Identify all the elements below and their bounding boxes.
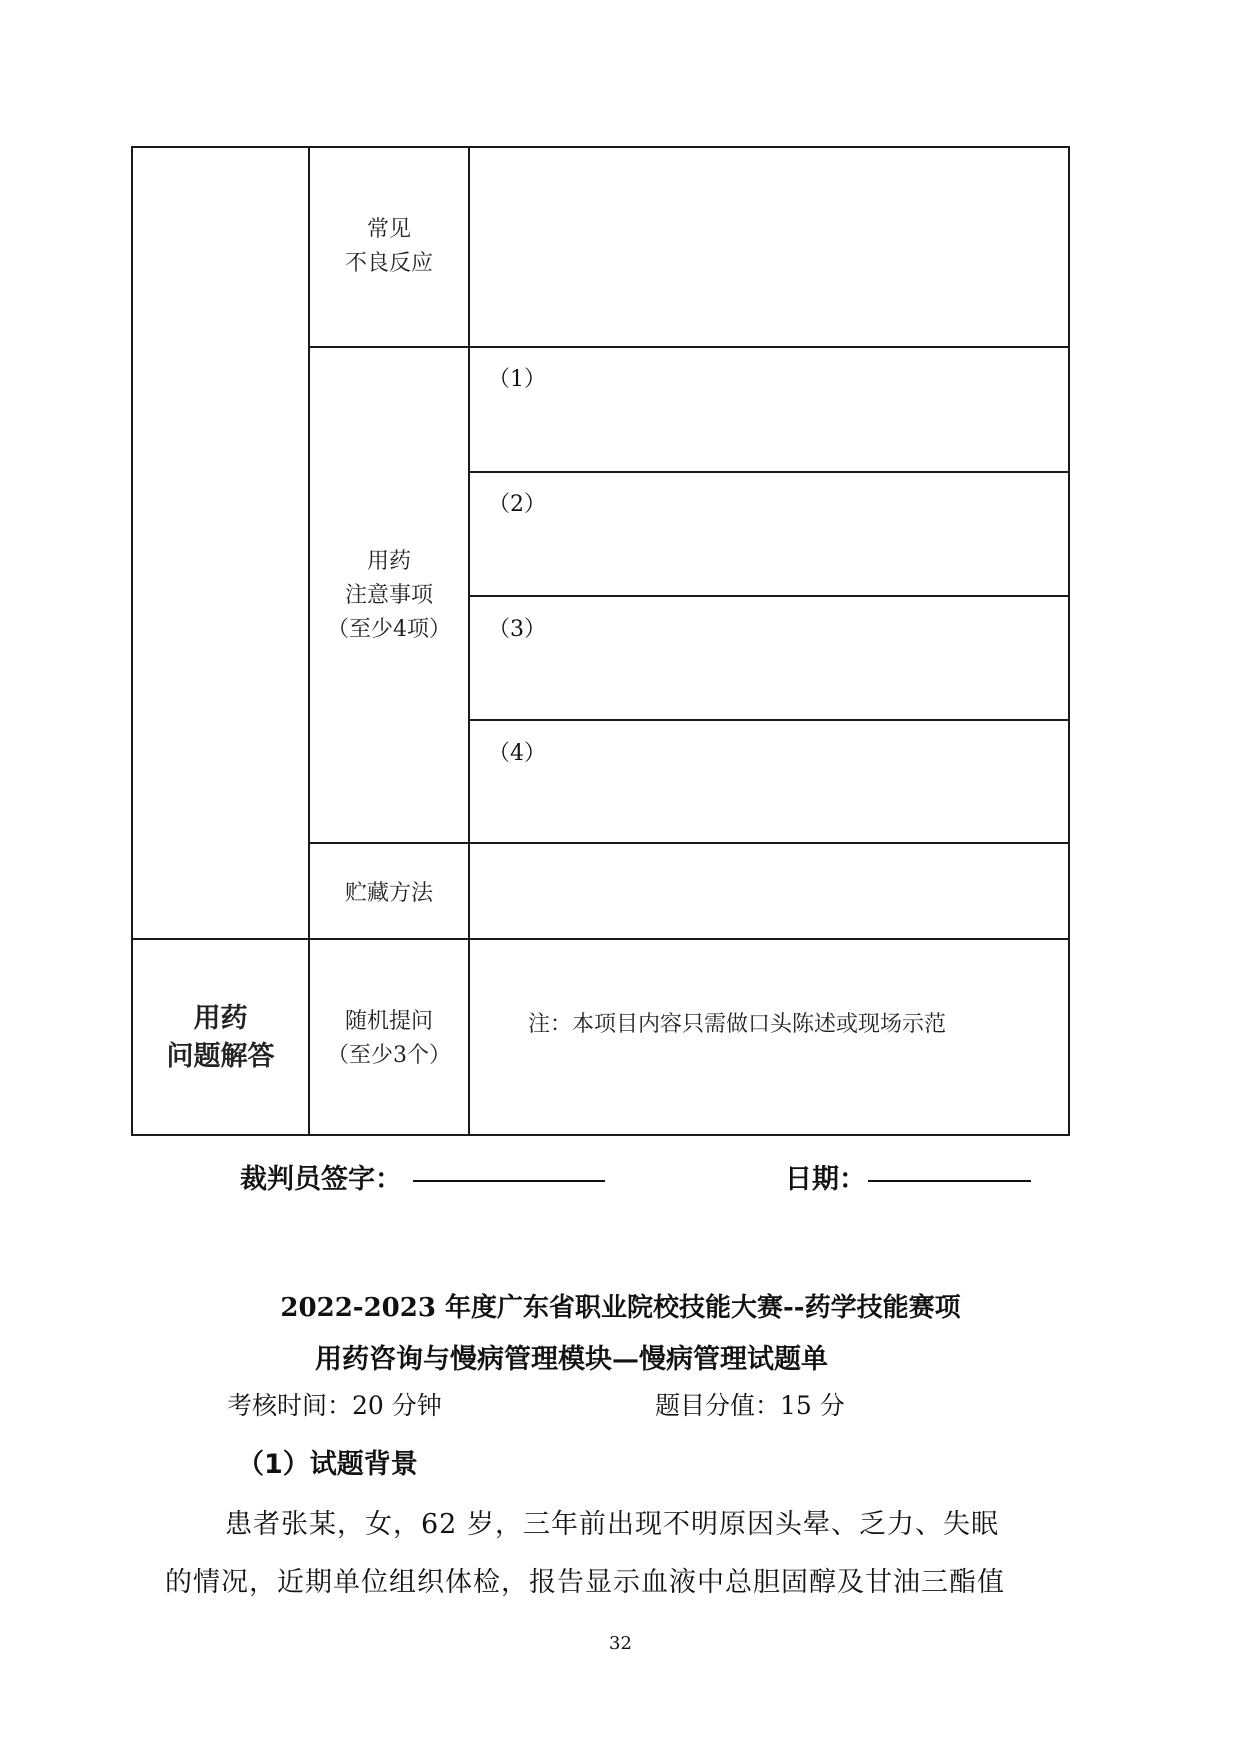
background-paragraph-line-2: 的情况，近期单位组织体检，报告显示血液中总胆固醇及甘油三酯值 bbox=[165, 1567, 1005, 1598]
date-line[interactable] bbox=[868, 1180, 1031, 1182]
section-title: （1）试题背景 bbox=[237, 1449, 418, 1480]
date-label: 日期： bbox=[785, 1164, 866, 1195]
label-storage: 贮藏方法 bbox=[344, 881, 433, 906]
background-paragraph-line-1: 患者张某，女，62 岁，三年前出现不明原因头晕、乏力、失眠 bbox=[225, 1509, 999, 1540]
page-number: 32 bbox=[609, 1633, 632, 1654]
label-random-questions: 随机提问 （至少3个） bbox=[327, 1009, 451, 1068]
precaution-item-1: （1） bbox=[488, 367, 546, 392]
precaution-item-2: （2） bbox=[488, 492, 546, 517]
precaution-item-3: （3） bbox=[488, 617, 546, 642]
label-adverse-reactions: 常见 不良反应 bbox=[344, 217, 433, 276]
exam-subtitle: 用药咨询与慢病管理模块—慢病管理试题单 bbox=[315, 1344, 828, 1375]
judge-signature-label: 裁判员签字： bbox=[240, 1164, 402, 1195]
label-precautions: 用药 注意事项 （至少4项） bbox=[327, 549, 451, 642]
oral-note: 注：本项目内容只需做口头陈述或现场示范 bbox=[528, 1012, 947, 1037]
section-qa-label: 用药 问题解答 bbox=[166, 1003, 275, 1072]
judge-signature-line[interactable] bbox=[413, 1180, 605, 1182]
exam-score: 题目分值：15 分 bbox=[655, 1391, 845, 1420]
exam-title: 2022-2023 年度广东省职业院校技能大赛--药学技能赛项 bbox=[280, 1293, 961, 1323]
precaution-item-4: （4） bbox=[488, 741, 546, 766]
exam-time: 考核时间：20 分钟 bbox=[227, 1391, 442, 1420]
